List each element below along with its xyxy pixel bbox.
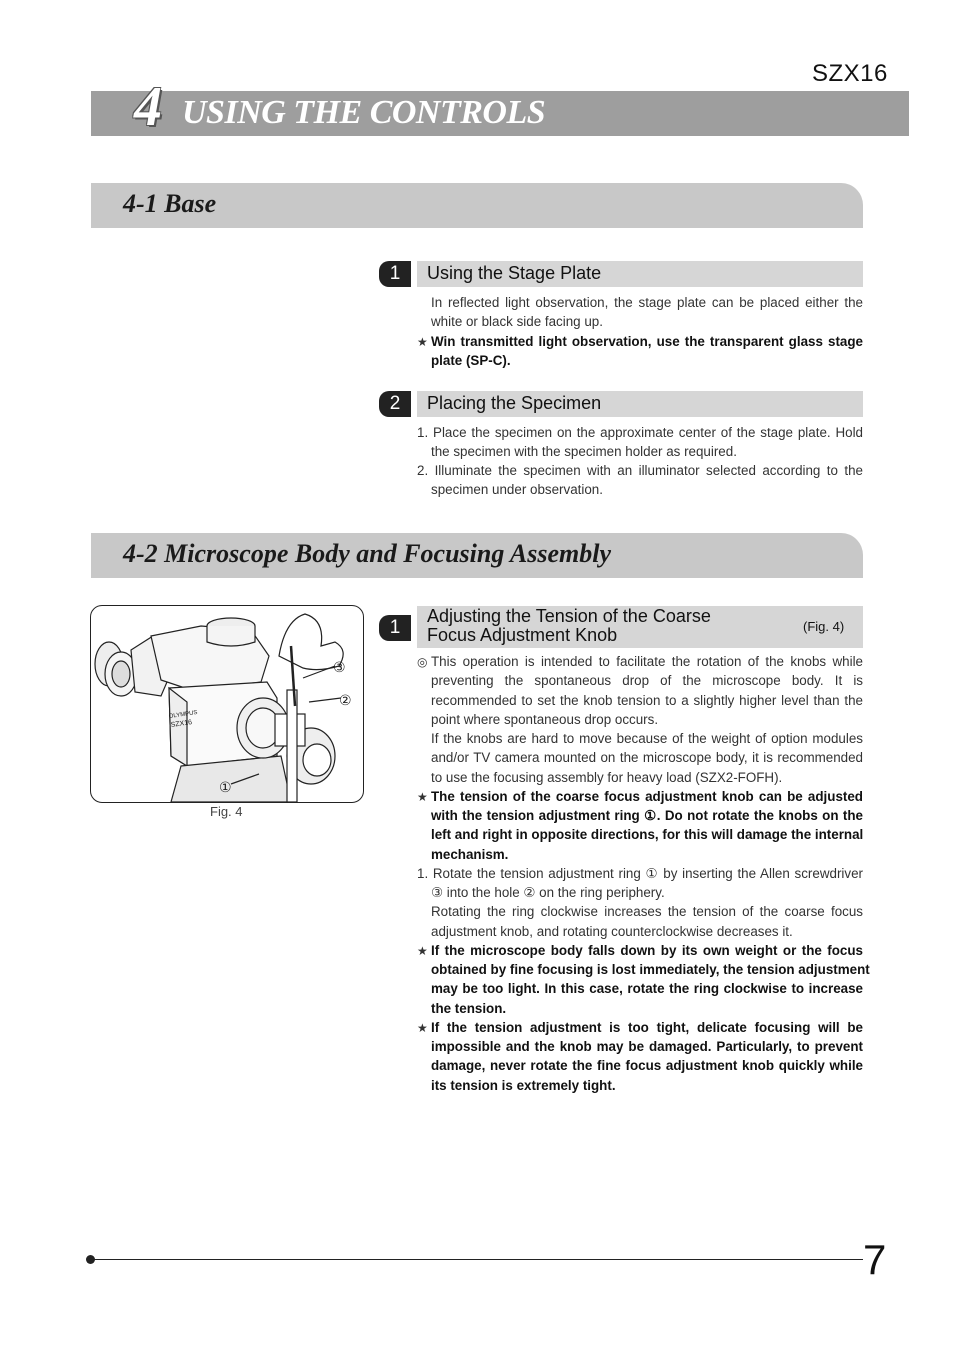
text-line: impossible and the knob may be damaged. Particularly, to prevent: [431, 1039, 863, 1054]
text-line: This operation is intended to facilitate the rotation of the knobs while: [431, 654, 863, 669]
step-badge: 1: [379, 261, 411, 287]
text-line: preventing the spontaneous drop of the microscope body. It is: [431, 673, 863, 688]
text-line: If the microscope body falls down by its own weight or the focus: [431, 943, 863, 958]
star-icon: ★: [417, 790, 428, 804]
text-line: The tension of the coarse focus adjustment knob can be adjusted: [431, 789, 863, 804]
chapter-title: USING THE CONTROLS: [182, 94, 546, 131]
text-line: In reflected light observation, the stage plate can be placed either the: [431, 295, 863, 310]
text-line: recommended to set the knob tension to a slightly higher level than the: [431, 693, 863, 708]
text-line: its tension is extremely tight.: [431, 1078, 616, 1093]
subheading-line: Focus Adjustment Knob: [427, 625, 618, 645]
text-line: and/or TV camera mounted on the microscope body, it is recommended: [431, 750, 863, 765]
text-line: mechanism.: [431, 847, 509, 862]
page-number: 7: [863, 1236, 887, 1283]
double-circle-icon: ◎: [417, 655, 428, 669]
list-item: 1. Place the specimen on the approximate center of the stage plate. Hold: [417, 425, 863, 440]
text-line: Rotating the ring clockwise increases the tension of the coarse focus: [431, 904, 863, 919]
subheading-coarse-focus: [427, 607, 711, 645]
footer-rule: [91, 1259, 863, 1260]
text-line: Win transmitted light observation, use the transparent glass stage: [431, 334, 863, 349]
text-line: If the tension adjustment is too tight, delicate focusing will be: [431, 1020, 863, 1035]
text-line: obtained by fine focusing is lost immediately, the tension adjustment: [431, 962, 870, 977]
step-badge: 1: [379, 615, 411, 641]
text-line: damage, never rotate the fine focus adjustment knob quickly while: [431, 1058, 863, 1073]
star-icon: ★: [417, 1021, 428, 1035]
text-line: plate (SP-C).: [431, 353, 511, 368]
text-line: If the knobs are hard to move because of the weight of option modules: [431, 731, 863, 746]
text-line: specimen under observation.: [431, 482, 603, 497]
microscope-illustration: [91, 606, 363, 802]
subheading-placing-specimen: Placing the Specimen: [427, 393, 602, 413]
text-line: white or black side facing up.: [431, 314, 603, 329]
body-label: OLYMPUS: [168, 710, 198, 720]
callout-3: ③: [333, 660, 346, 676]
text-line: the tension.: [431, 1001, 507, 1016]
body-label: SZX16: [170, 719, 193, 729]
subheading-stage-plate: Using the Stage Plate: [427, 263, 602, 283]
text-line: left and right in opposite directions, for this will damage the internal: [431, 827, 864, 842]
text-line: with the tension adjustment ring ①. Do not rotate the knobs on the: [431, 808, 863, 823]
figure-reference: (Fig. 4): [803, 619, 845, 634]
callout-2: ②: [339, 693, 352, 709]
text-line: ③ into the hole ② on the ring periphery.: [431, 885, 665, 900]
text-line: the specimen with the specimen holder as required.: [431, 444, 737, 459]
callout-1: ①: [219, 780, 232, 796]
star-icon: ★: [417, 335, 428, 349]
text-line: adjustment knob, and rotating counterclockwise decreases it.: [431, 924, 793, 939]
list-item: 1. Rotate the tension adjustment ring ① by inserting the Allen screwdriver: [417, 866, 863, 881]
chapter-number: 4: [134, 76, 162, 138]
step-badge: 2: [379, 391, 411, 417]
text-line: to use the focusing assembly for heavy load (SZX2-FOFH).: [431, 770, 783, 785]
model-name: SZX16: [812, 60, 888, 87]
figure-4: [90, 605, 364, 803]
text-line: may be too light. In this case, rotate the ring clockwise to increase: [431, 981, 863, 996]
section-title-base: 4-1 Base: [123, 189, 217, 218]
star-icon: ★: [417, 944, 428, 958]
text-line: point where spontaneous drop occurs.: [431, 712, 659, 727]
figure-caption: Fig. 4: [210, 804, 243, 819]
subheading-line: Adjusting the Tension of the Coarse: [427, 606, 711, 626]
section-title-body: 4-2 Microscope Body and Focusing Assembly: [123, 539, 611, 568]
list-item: 2. Illuminate the specimen with an illuminator selected according to the: [417, 463, 863, 478]
